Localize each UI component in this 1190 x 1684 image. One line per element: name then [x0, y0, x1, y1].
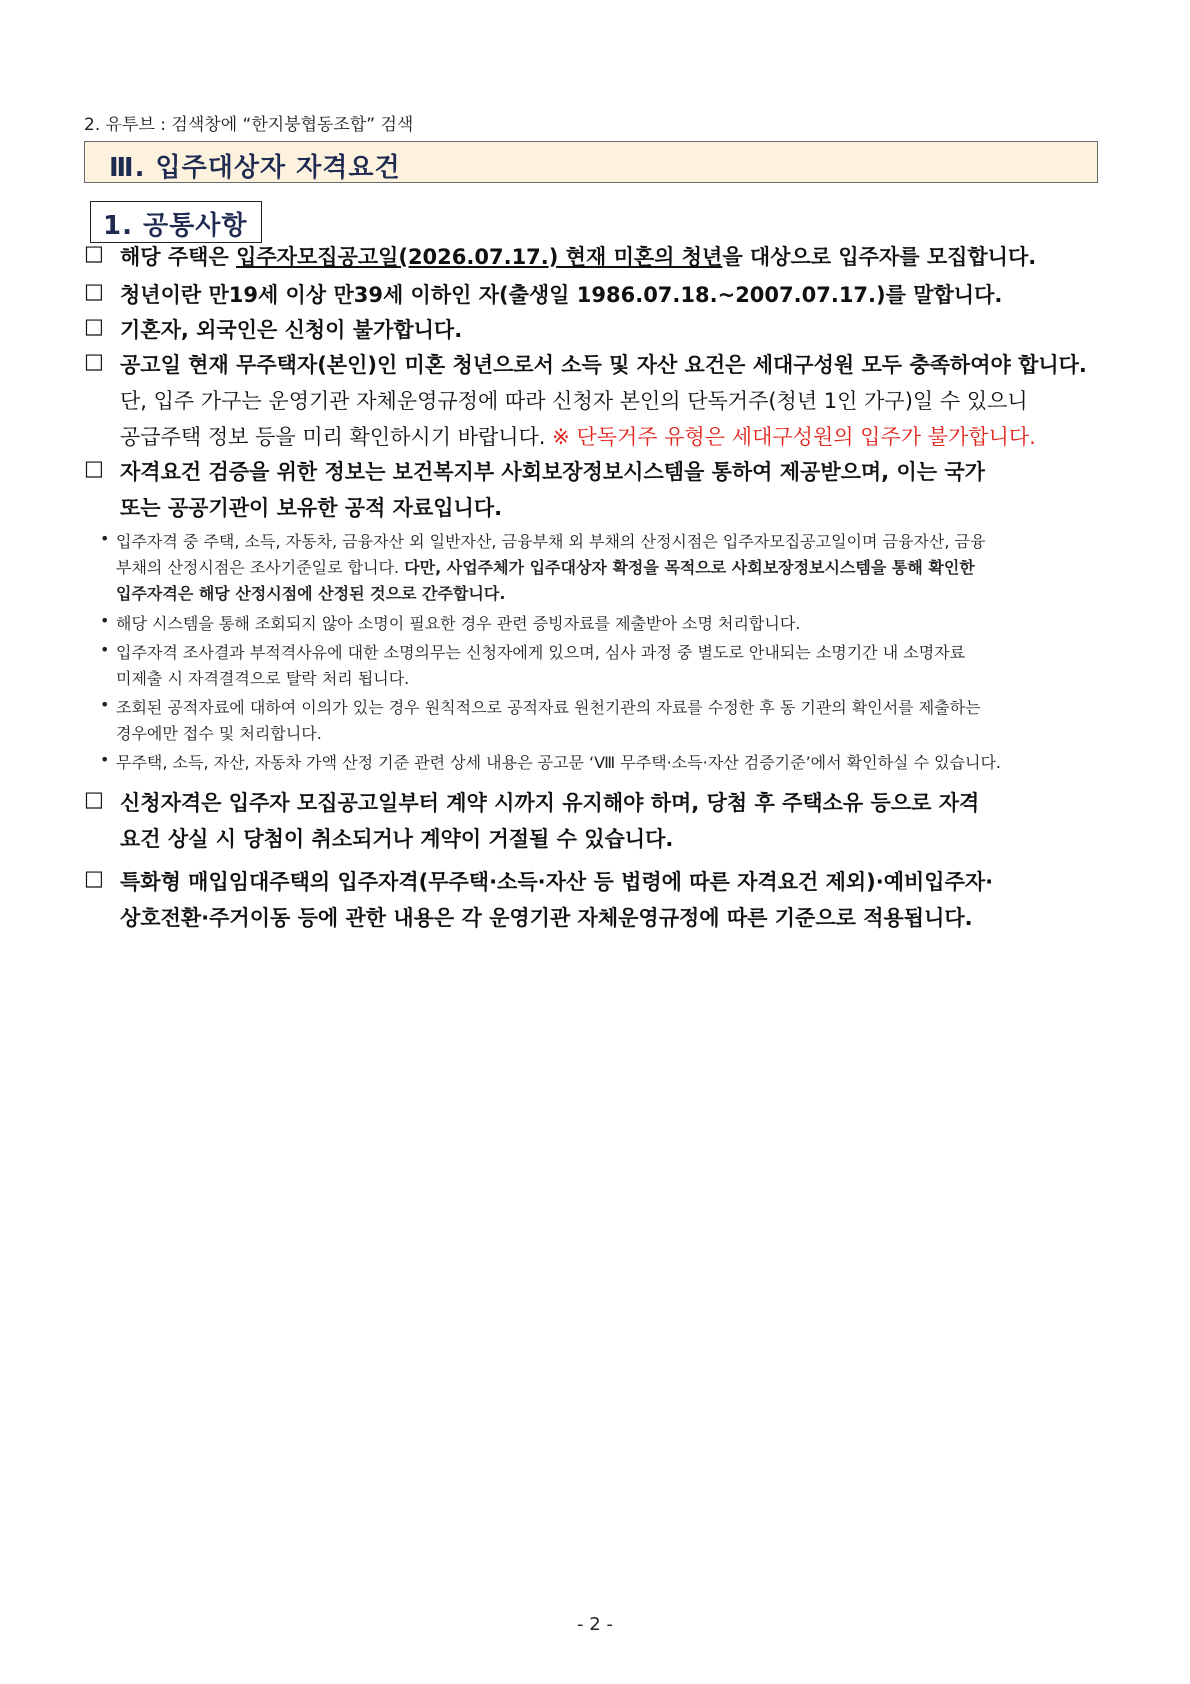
bullet-icon: •: [100, 529, 110, 548]
section-title: Ⅲ. 입주대상자 자격요건: [109, 153, 401, 183]
youtube-search-instruction: 2. 유투브 : 검색창에 “한지붕협동조합” 검색: [84, 115, 414, 135]
checkbox-icon: □: [84, 314, 104, 338]
underlined-date-condition: 입주자모집공고일(2026.07.17.) 현재 미혼의 청년: [236, 245, 723, 269]
subsection-header-box: [90, 201, 262, 243]
checkbox-icon: □: [84, 241, 104, 265]
requirement-item-maintain-eligibility: [84, 787, 1100, 859]
requirement-text: 공고일 현재 무주택자(본인)인 미혼 청년으로서 소득 및 자산 요건은 세대구성원 모두 충족하여야 합니다.: [120, 353, 1087, 377]
requirement-text: 신청자격은 입주자 모집공고일부터 계약 시까지 유지해야 하며, 당첨 후 주택소유 등으로 자격: [120, 791, 980, 815]
bullet-icon: •: [100, 611, 110, 630]
requirement-continuation: 또는 공공기관이 보유한 공적 자료입니다.: [120, 496, 503, 520]
requirement-continuation: 상호전환·주거이동 등에 관한 내용은 각 운영기관 자체운영규정에 따른 기준으로 적용됩니다.: [120, 906, 973, 930]
requirement-continuation: 단, 입주 가구는 운영기관 자체운영규정에 따라 신청자 본인의 단독거주(청년 1인 가구)일 수 있으니: [120, 389, 1028, 413]
requirement-item-operator-rules: [84, 866, 1100, 938]
checkbox-icon: □: [84, 787, 104, 811]
bullet-icon: •: [100, 750, 110, 769]
requirement-item-homeless: [84, 349, 1100, 449]
requirement-continuation: 공급주택 정보 등을 미리 확인하시기 바랍니다. ※ 단독거주 유형은 세대구성원의 입주가 불가합니다.: [120, 425, 1036, 449]
checkbox-icon: □: [84, 279, 104, 303]
warning-note: ※ 단독거주 유형은 세대구성원의 입주가 불가합니다.: [552, 425, 1036, 449]
requirement-text: 자격요건 검증을 위한 정보는 보건복지부 사회보장정보시스템을 통하여 제공받으며, 이는 국가: [120, 460, 985, 484]
section-header-box: [84, 141, 1098, 183]
checkbox-icon: □: [84, 349, 104, 373]
requirement-continuation: 요건 상실 시 당첨이 취소되거나 계약이 거절될 수 있습니다.: [120, 827, 674, 851]
subsection-title: 1. 공통사항: [103, 211, 248, 241]
checkbox-icon: □: [84, 866, 104, 890]
document-page: 2. 유투브 : 검색창에 “한지붕협동조합” 검색 Ⅲ. 입주대상자 자격요건 1. 공통사항 □ 해당 주택은 입주자모집공고일(2026.07.17.) 현재 미혼의 청년을 대상으로 입주자를 모집합니다. □ 청년이란 만19세 이상 만39세 이하인 자(출생일 1986.07.18.~2007.07.17.)를 말합니다. □ 기혼자, 외국인은 신청이 불가합니다. □ 공고일 현재 무주택자(본인)인 미혼 청년으로서 소득 및 자산 요건은 세대구성원 모두 충족하여야 합니다. 단, 입주 가구는 운영기관 자체운영규정에 따라 신청자 본인의 단독거주(청년 1인 가구)일 수 있으니 공급주택 정보 등을 미리 확인하시기 바랍니다. ※ 단독거주 유형은 세대구성원의 입주가 불가합니다. □ 자격요건 검증을 위한 정보는 보건복지부 사회보장정보시스템을 통하여 제공받으며, 이는 국가 또는 공공기관이 보유한 공적 자료입니다. • 입주자격 중 주택, 소득, 자동차, 금융자산 외 일반자산, 금융부채 외 부채의 산정시점은 입주자모집공고일이며 금융자산, 금융 부채의 산정시점은 조사기준일로 합니다. 다만, 사업주체가 입주대상자 확정을 목적으로 사회보장정보시스템을 통해 확인한 입주자격은 해당 산정시점에 산정된 것으로 간주합니다. • 해당 시스템을 통해 조회되지 않아 소명이 필요한 경우 관련 증빙자료를 제출받아 소명 처리합니다. • 입주자격 조사결과 부적격사유에 대한 소명의무는 신청자에게 있으며, 심사 과정 중 별도로 안내되는 소명기간 내 소명자료 미제출 시 자격결격으로 탈락 처리 됩니다. • 조회된 공적자료에 대하여 이의가 있는 경우 원칙적으로 공적자료 원천기관의 자료를 수정한 후 동 기관의 확인서를 제출하는 경우에만 접수 및 처리합니다. • 무주택, 소득, 자산, 자동차 가액 산정 기준 관련 상세 내용은 공고문 ‘Ⅷ 무주택·소득·자산 검증기준’에서 확인하실 수 있습니다. □ 신청자격은 입주자 모집공고일부터 계약 시까지 유지해야 하며, 당첨 후 주택소유 등으로 자격 요건 상실 시 당첨이 취소되거나 계약이 거절될 수 있습니다. □ 특화형 매입임대주택의 입주자격(무주택·소득·자산 등 법령에 따른 자격요건 제외)·예비입주자· 상호전환·주거이동 등에 관한 내용은 각 운영기관 자체운영규정에 따른 기준으로 적용됩니다. - 2 -: [0, 0, 1190, 1684]
requirement-item-verification: [84, 456, 1100, 528]
checkbox-icon: □: [84, 456, 104, 480]
bullet-icon: •: [100, 640, 110, 659]
page-number: - 2 -: [577, 1614, 613, 1635]
requirement-text: 해당 주택은 입주자모집공고일(2026.07.17.) 현재 미혼의 청년을 대상으로 입주자를 모집합니다.: [120, 245, 1037, 269]
requirement-text: 청년이란 만19세 이상 만39세 이하인 자(출생일 1986.07.18.~2007.07.17.)를 말합니다.: [120, 283, 1003, 307]
bullet-icon: •: [100, 695, 110, 714]
requirement-text: 특화형 매입임대주택의 입주자격(무주택·소득·자산 등 법령에 따른 자격요건 제외)·예비입주자·: [120, 870, 994, 894]
requirement-text: 기혼자, 외국인은 신청이 불가합니다.: [120, 318, 463, 342]
